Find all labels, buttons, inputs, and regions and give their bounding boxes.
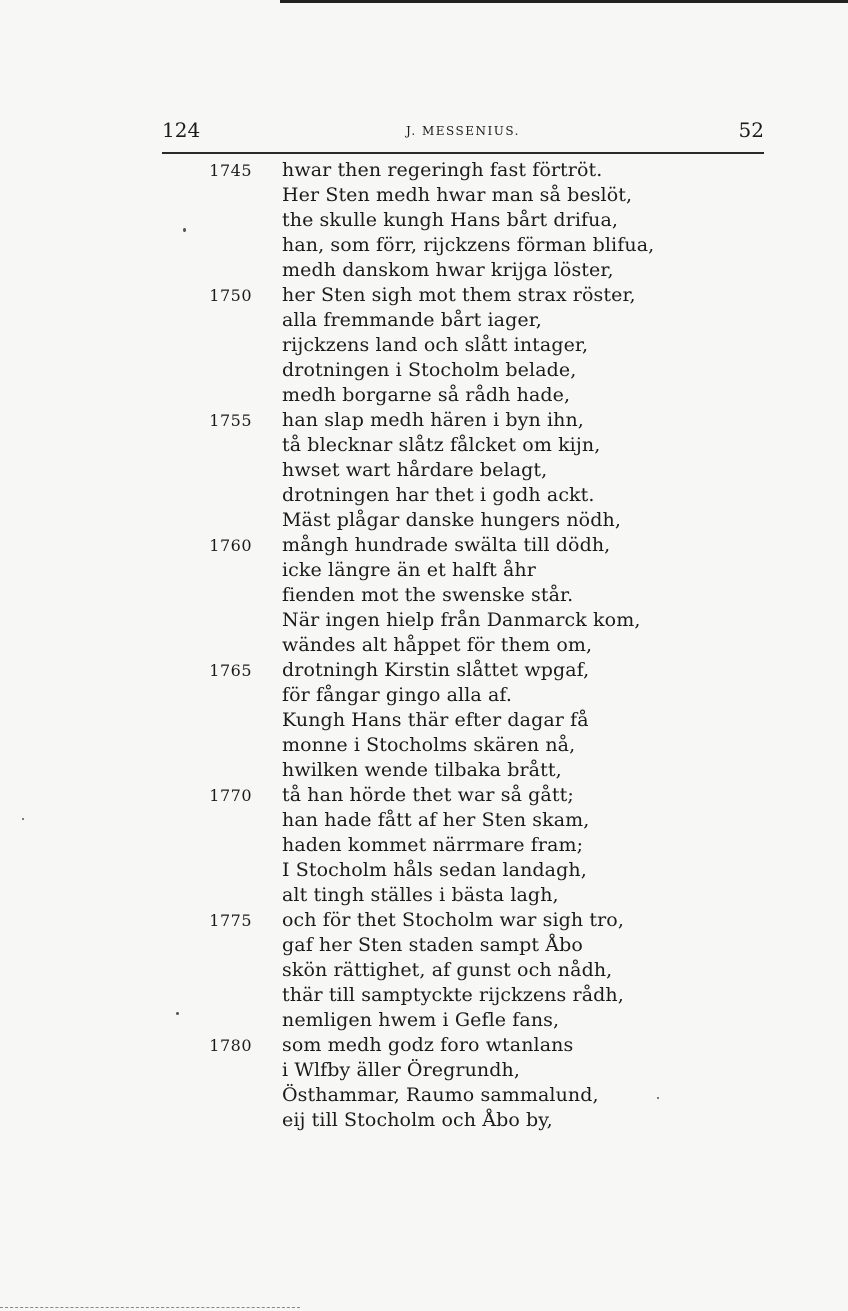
verse-line [200, 258, 660, 283]
verse-line [200, 383, 660, 408]
verse-line [200, 658, 660, 683]
line-text: som medh godz foro wtanlans [282, 1034, 574, 1056]
header-rule [162, 152, 764, 154]
line-text: medh borgarne så rådh hade, [282, 384, 571, 406]
line-number: 1750 [209, 286, 252, 305]
verse-line [200, 333, 660, 358]
verse-line [200, 408, 660, 433]
line-text: thär till samptyckte rijckzens rådh, [282, 984, 624, 1006]
verse-line [200, 908, 660, 933]
line-text: han slap medh hären i byn ihn, [282, 409, 584, 431]
line-text: her Sten sigh mot them strax röster, [282, 284, 636, 306]
verse-line [200, 458, 660, 483]
verse-line [200, 283, 660, 308]
verse-line [200, 233, 660, 258]
running-head: J. MESSENIUS. [405, 124, 520, 138]
line-text: drotningh Kirstin slåttet wpgaf, [282, 659, 590, 681]
line-text: Kungh Hans thär efter dagar få [282, 709, 589, 731]
page-bottom-edge [0, 1307, 300, 1309]
verse-line [200, 733, 660, 758]
verse-line [200, 758, 660, 783]
line-number: 1755 [209, 411, 252, 430]
verse-line [200, 358, 660, 383]
line-text: drotningen i Stocholm belade, [282, 359, 577, 381]
line-text: monne i Stocholms skären nå, [282, 734, 576, 756]
page-top-edge [280, 0, 848, 3]
line-text: drotningen har thet i godh ackt. [282, 484, 595, 506]
line-text: han hade fått af her Sten skam, [282, 809, 590, 831]
line-text: fienden mot the swenske står. [282, 584, 574, 606]
print-speck [176, 1012, 179, 1015]
verse-line [200, 983, 660, 1008]
verse-line [200, 533, 660, 558]
print-speck [22, 818, 24, 820]
line-text: Her Sten medh hwar man så beslöt, [282, 184, 633, 206]
page-header [162, 118, 764, 146]
line-text: hwset wart hårdare belagt, [282, 459, 548, 481]
line-number: 1760 [209, 536, 252, 555]
line-text: haden kommet närrmare fram; [282, 834, 584, 856]
line-number: 1765 [209, 661, 252, 680]
line-number: 1745 [209, 161, 252, 180]
line-text: och för thet Stocholm war sigh tro, [282, 909, 624, 931]
verse-line [200, 1108, 660, 1133]
line-text: för fångar gingo alla af. [282, 684, 512, 706]
page-number-left: 124 [162, 118, 201, 142]
line-text: icke längre än et halft åhr [282, 559, 536, 581]
line-text: skön rättighet, af gunst och nådh, [282, 959, 613, 981]
line-text: wändes alt håppet för them om, [282, 634, 593, 656]
line-text: mångh hundrade swälta till dödh, [282, 534, 611, 556]
line-text: the skulle kungh Hans bårt drifua, [282, 209, 619, 231]
line-text: När ingen hielp från Danmarck kom, [282, 609, 641, 631]
page-number-right: 52 [738, 118, 764, 142]
line-text: alla fremmande bårt iager, [282, 309, 542, 331]
print-speck [183, 228, 186, 232]
poem-body [200, 158, 660, 1133]
verse-line [200, 708, 660, 733]
verse-line [200, 783, 660, 808]
line-number: 1770 [209, 786, 252, 805]
line-text: nemligen hwem i Gefle fans, [282, 1009, 560, 1031]
verse-line [200, 158, 660, 183]
verse-line [200, 808, 660, 833]
verse-line [200, 958, 660, 983]
line-text: tå blecknar slåtz fålcket om kijn, [282, 434, 601, 456]
verse-line [200, 508, 660, 533]
verse-line [200, 633, 660, 658]
verse-line [200, 483, 660, 508]
verse-line [200, 1083, 660, 1108]
verse-line [200, 183, 660, 208]
verse-line [200, 1033, 660, 1058]
line-text: hwilken wende tilbaka brått, [282, 759, 562, 781]
verse-line [200, 433, 660, 458]
verse-line [200, 608, 660, 633]
line-text: han, som förr, rijckzens förman blifua, [282, 234, 655, 256]
verse-line [200, 683, 660, 708]
line-text: hwar then regeringh fast förtröt. [282, 159, 603, 181]
line-text: eij till Stocholm och Åbo by, [282, 1109, 553, 1131]
verse-line [200, 933, 660, 958]
line-text: alt tingh ställes i bästa lagh, [282, 884, 559, 906]
verse-line [200, 883, 660, 908]
line-text: Östhammar, Raumo sammalund, [282, 1084, 599, 1106]
verse-line [200, 583, 660, 608]
line-text: rijckzens land och slått intager, [282, 334, 589, 356]
verse-line [200, 858, 660, 883]
verse-line [200, 1008, 660, 1033]
verse-line [200, 833, 660, 858]
print-speck [657, 1097, 659, 1099]
line-text: tå han hörde thet war så gått; [282, 784, 574, 806]
line-text: medh danskom hwar krijga löster, [282, 259, 614, 281]
verse-line [200, 208, 660, 233]
line-text: gaf her Sten staden sampt Åbo [282, 934, 583, 956]
verse-line [200, 1058, 660, 1083]
verse-line [200, 308, 660, 333]
line-number: 1780 [209, 1036, 252, 1055]
line-number: 1775 [209, 911, 252, 930]
line-text: I Stocholm håls sedan landagh, [282, 859, 587, 881]
line-text: Mäst plågar danske hungers nödh, [282, 509, 621, 531]
verse-line [200, 558, 660, 583]
line-text: i Wlfby äller Öregrundh, [282, 1059, 520, 1081]
